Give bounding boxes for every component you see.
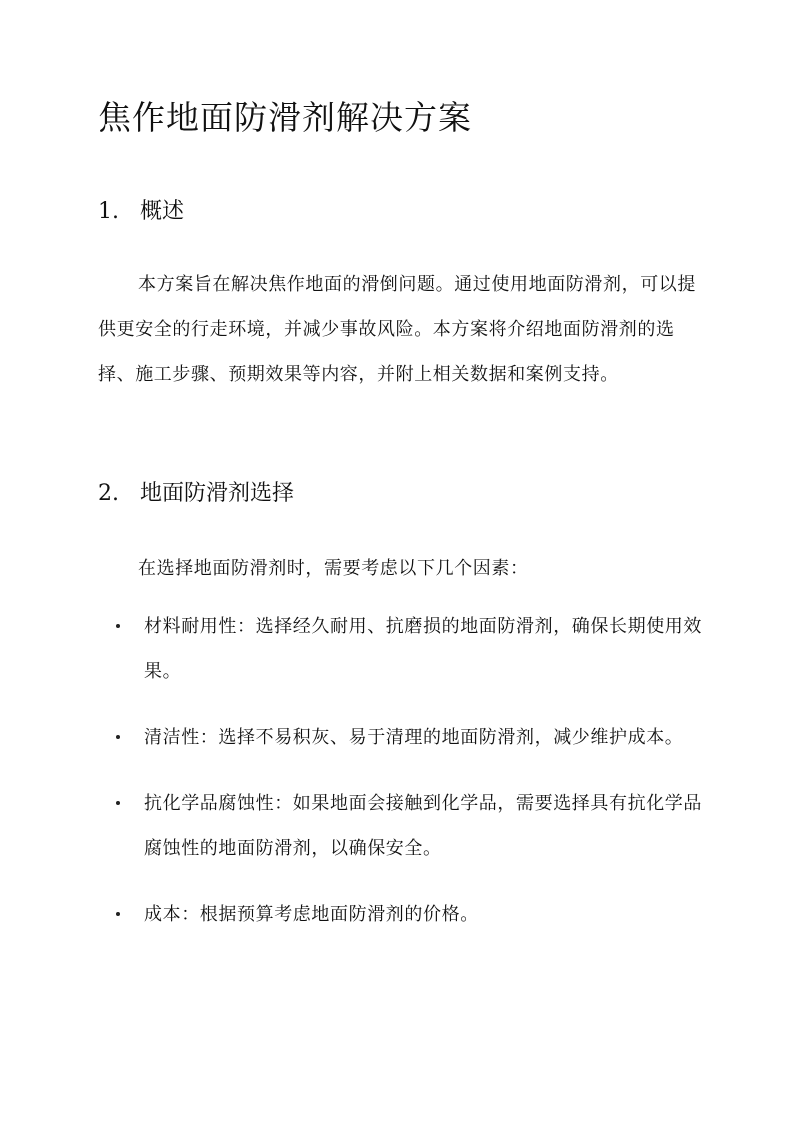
bullet-icon: [116, 801, 120, 805]
selection-factor-list: [116, 604, 702, 958]
section-title: 概述: [140, 199, 185, 224]
bullet-icon: [116, 735, 120, 739]
selection-intro-paragraph: 在选择地面防滑剂时，需要考虑以下几个因素：: [138, 558, 529, 579]
list-item-text: 清洁性：选择不易积灰、易于清理的地面防滑剂，减少维护成本。: [144, 727, 684, 748]
section-heading-overview: [98, 196, 184, 228]
list-item: [116, 892, 702, 937]
list-item: [116, 781, 702, 871]
document-title: 焦作地面防滑剂解决方案: [98, 98, 472, 137]
list-item-text: 成本：根据预算考虑地面防滑剂的价格。: [144, 904, 479, 925]
overview-paragraph: 本方案旨在解决焦作地面的滑倒问题。通过使用地面防滑剂，可以提供更安全的行走环境，并减少事故风险。本方案将介绍地面防滑剂的选择、施工步骤、预期效果等内容，并附上相关数据和案例支持。: [98, 274, 696, 385]
list-item-text: 抗化学品腐蚀性：如果地面会接触到化学品，需要选择具有抗化学品腐蚀性的地面防滑剂，以确保安全。: [144, 793, 702, 859]
bullet-icon: [116, 624, 120, 628]
list-item: [116, 715, 702, 760]
list-item-text: 材料耐用性：选择经久耐用、抗磨损的地面防滑剂，确保长期使用效果。: [144, 616, 702, 682]
list-item: [116, 604, 702, 694]
section-number: 1.: [98, 199, 119, 224]
section-heading-selection: [98, 478, 294, 510]
section-number: 2.: [98, 481, 119, 506]
section-title: 地面防滑剂选择: [140, 481, 295, 506]
bullet-icon: [116, 912, 120, 916]
